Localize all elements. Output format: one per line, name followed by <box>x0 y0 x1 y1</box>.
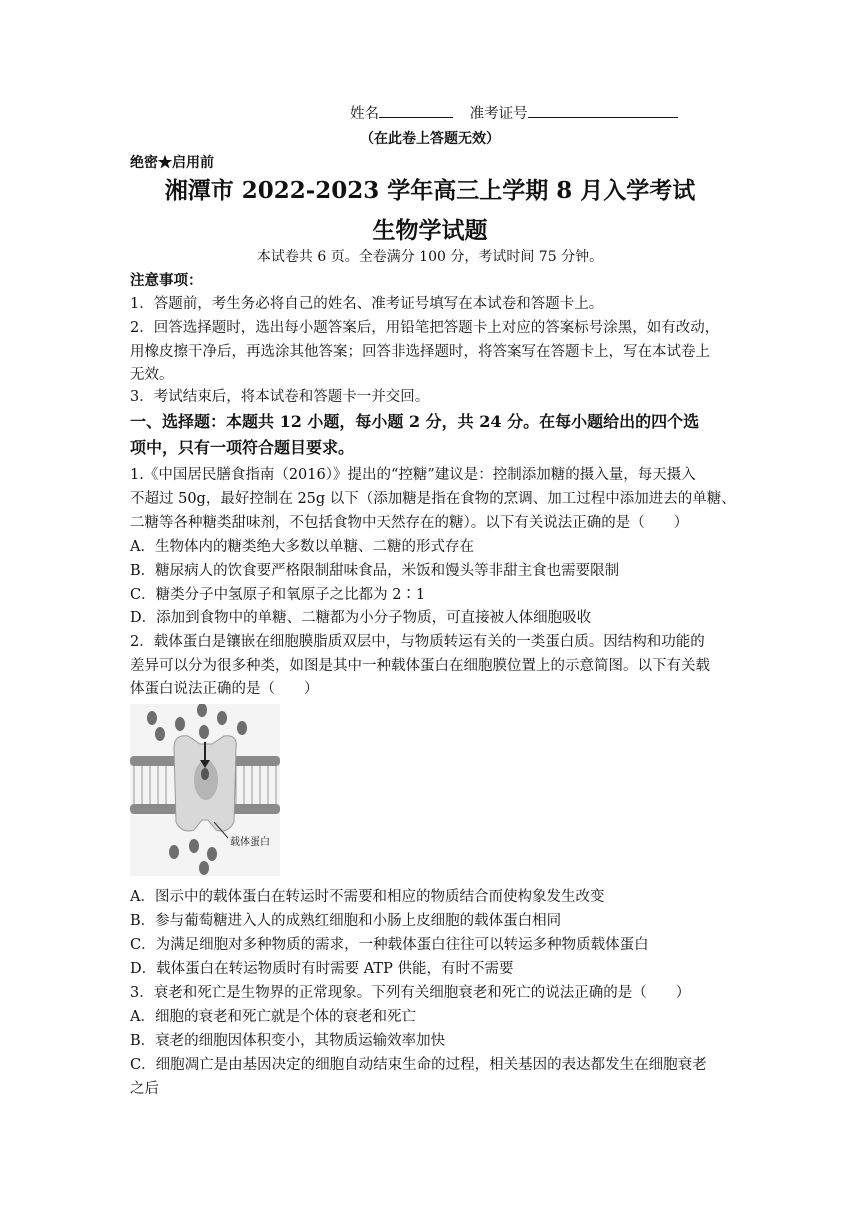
name-label: 姓名 <box>350 106 379 122</box>
section-heading-line1: 一、选择题：本题共 12 小题，每小题 2 分，共 24 分。在每小题给出的四个选 <box>130 412 700 431</box>
note-2-line2: 用橡皮擦干净后，再选涂其他答案；回答非选择题时，将答案写在答题卡上，写在本试卷上 <box>130 344 710 360</box>
subject-title: 生物学试题 <box>372 217 488 244</box>
q3-option-a: A．细胞的衰老和死亡就是个体的衰老和死亡 <box>130 1009 416 1025</box>
q1-stem-line1: 1.《中国居民膳食指南（2016）》提出的“控糖”建议是：控制添加糖的摄入量，每天摄入 <box>130 467 696 483</box>
carrier-protein-label: 载体蛋白 <box>230 837 270 848</box>
candidate-info-fields <box>350 102 690 123</box>
note-2-line1: 2．回答选择题时，选出每小题答案后，用铅笔把答题卡上对应的答案标号涂黑，如有改动， <box>130 320 720 336</box>
id-label: 准考证号 <box>469 106 528 122</box>
note-3: 3．考试结束后，将本试卷和答题卡一并交回。 <box>130 389 430 405</box>
q1-option-d: D．添加到食物中的单糖、二糖都为小分子物质，可直接被人体细胞吸收 <box>130 610 592 626</box>
q2-option-d: D．载体蛋白在转运物质时有时需要 ATP 供能，有时不需要 <box>130 961 514 977</box>
section-heading-line2: 项中，只有一项符合题目要求。 <box>130 438 355 457</box>
carrier-protein-figure <box>130 704 280 876</box>
q3-stem: 3．衰老和死亡是生物界的正常现象。下列有关细胞衰老和死亡的说法正确的是（ ） <box>130 985 691 1001</box>
q2-option-a: A．图示中的载体蛋白在转运时不需要和相应的物质结合而使构象发生改变 <box>130 889 605 905</box>
q1-stem-line3: 二糖等各种糖类甜味剂，不包括食物中天然存在的糖）。以下有关说法正确的是（ ） <box>130 515 689 531</box>
exam-info: 本试卷共 6 页。全卷满分 100 分，考试时间 75 分钟。 <box>256 249 604 265</box>
q2-stem-line2: 差异可以分为很多种类，如图是其中一种载体蛋白在细胞膜位置上的示意简图。以下有关载 <box>130 658 710 674</box>
q1-stem-line2: 不超过 50g，最好控制在 25g 以下（添加糖是指在食物的烹调、加工过程中添加进去的单糖、 <box>130 491 736 507</box>
id-blank <box>528 103 678 118</box>
invalid-note: （在此卷上答题无效） <box>360 131 500 147</box>
q2-option-b: B．参与葡萄糖进入人的成熟红细胞和小肠上皮细胞的载体蛋白相同 <box>130 913 562 929</box>
q1-option-b: B．糖尿病人的饮食要严格限制甜味食品，米饭和馒头等非甜主食也需要限制 <box>130 563 620 579</box>
q1-option-c: C．糖类分子中氢原子和氧原子之比都为 2∶1 <box>130 587 426 603</box>
q2-stem-line3: 体蛋白说法正确的是（ ） <box>130 681 319 697</box>
q3-option-c-line2: 之后 <box>130 1081 159 1097</box>
name-blank <box>379 103 453 118</box>
note-1: 1．答题前，考生务必将自己的姓名、准考证号填写在本试卷和答题卡上。 <box>130 296 604 312</box>
notes-heading: 注意事项： <box>130 272 203 289</box>
q3-option-b: B．衰老的细胞因体积变小，其物质运输效率加快 <box>130 1033 446 1049</box>
note-2-line3: 无效。 <box>130 367 174 383</box>
q3-option-c-line1: C．细胞凋亡是由基因决定的细胞自动结束生命的过程，相关基因的表达都发生在细胞衰老 <box>130 1057 707 1073</box>
secret-mark: 绝密★启用前 <box>130 155 214 171</box>
q1-option-a: A．生物体内的糖类绝大多数以单糖、二糖的形式存在 <box>130 539 474 555</box>
q2-option-c: C．为满足细胞对多种物质的需求，一种载体蛋白往往可以转运多种物质载体蛋白 <box>130 937 649 953</box>
membrane-diagram <box>130 704 280 876</box>
q2-stem-line1: 2．载体蛋白是镶嵌在细胞膜脂质双层中，与物质转运有关的一类蛋白质。因结构和功能的 <box>130 634 705 650</box>
exam-title: 湘潭市 2022-2023 学年高三上学期 8 月入学考试 <box>164 177 696 204</box>
